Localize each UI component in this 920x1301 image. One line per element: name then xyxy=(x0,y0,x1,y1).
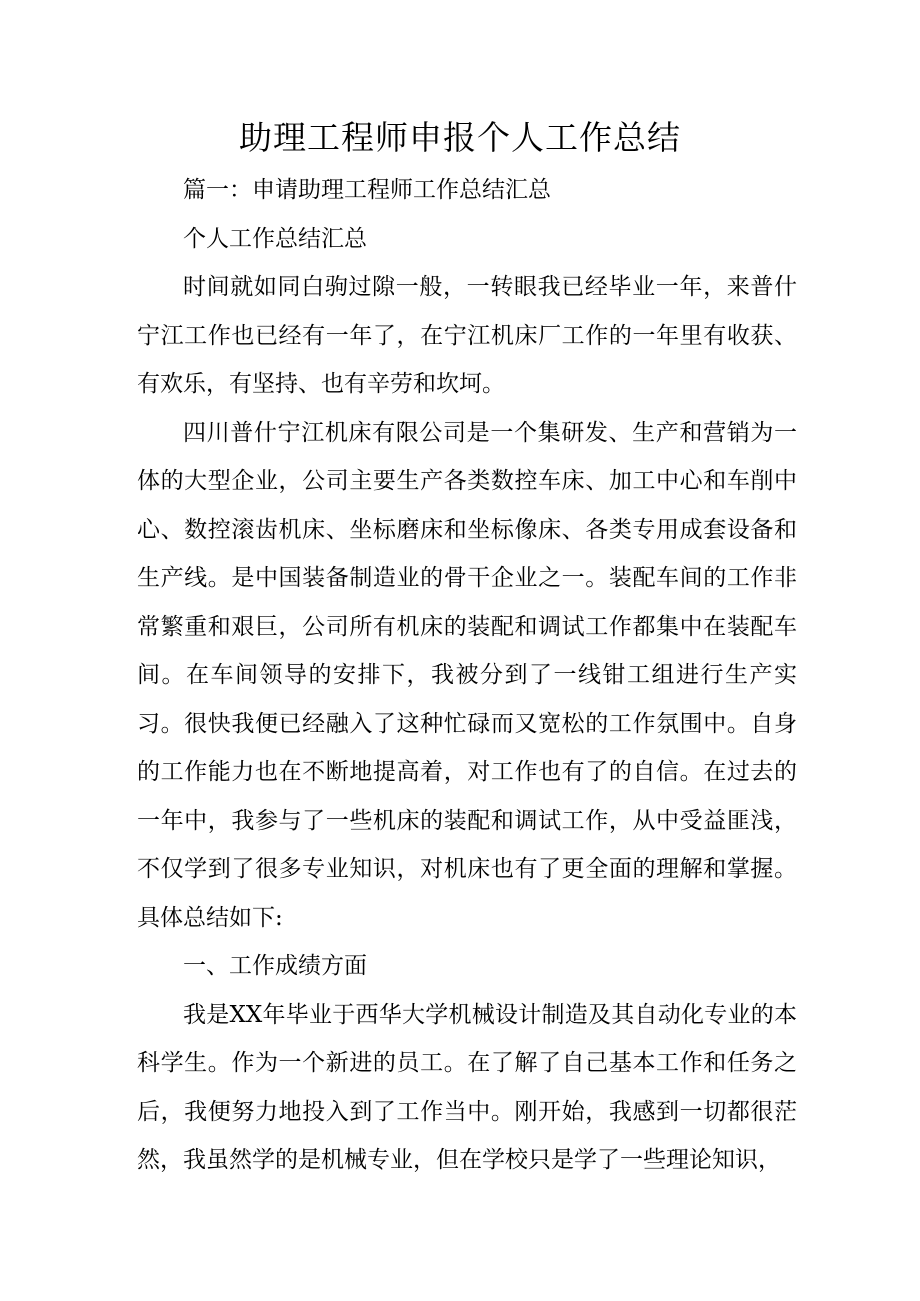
document-body xyxy=(137,166,797,1185)
paragraph-intro: 时间就如同白驹过隙一般，一转眼我已经毕业一年，来普什宁江工作也已经有一年了，在宁江机床厂工作的一年里有收获、有欢乐，有坚持、也有辛劳和坎坷。 xyxy=(137,274,797,397)
paragraph-background: 我是XX年毕业于西华大学机械设计制造及其自动化专业的本科学生。作为一个新进的员工。在了解了自己基本工作和任务之后，我便努力地投入到了工作当中。刚开始，我感到一切都很茫然，我虽然学的是机械专业，但在学校只是学了一些理论知识， xyxy=(137,1001,797,1173)
paragraph-company: 四川普什宁江机床有限公司是一个集研发、生产和营销为一体的大型企业，公司主要生产各类数控车床、加工中心和车削中心、数控滚齿机床、坐标磨床和坐标像床、各类专用成套设备和生产线。是中国装备制造业的骨干企业之一。装配车间的工作非常繁重和艰巨，公司所有机床的装配和调试工作都集中在装配车间。在车间领导的安排下，我被分到了一线钳工组进行生产实习。很快我便已经融入了这种忙碌而又宽松的工作氛围中。自身的工作能力也在不断地提高着，对工作也有了的自信。在过去的一年中，我参与了一些机床的装配和调试工作，从中受益匪浅，不仅学到了很多专业知识，对机床也有了更全面的理解和掌握。具体总结如下: xyxy=(137,419,797,931)
paragraph-work-achievements-heading: 一、工作成绩方面 xyxy=(183,953,367,979)
paragraph-section-heading: 篇一：申请助理工程师工作总结汇总 xyxy=(183,177,551,203)
paragraph-subheading: 个人工作总结汇总 xyxy=(183,225,367,252)
document-title: 助理工程师申报个人工作总结 xyxy=(239,118,681,157)
